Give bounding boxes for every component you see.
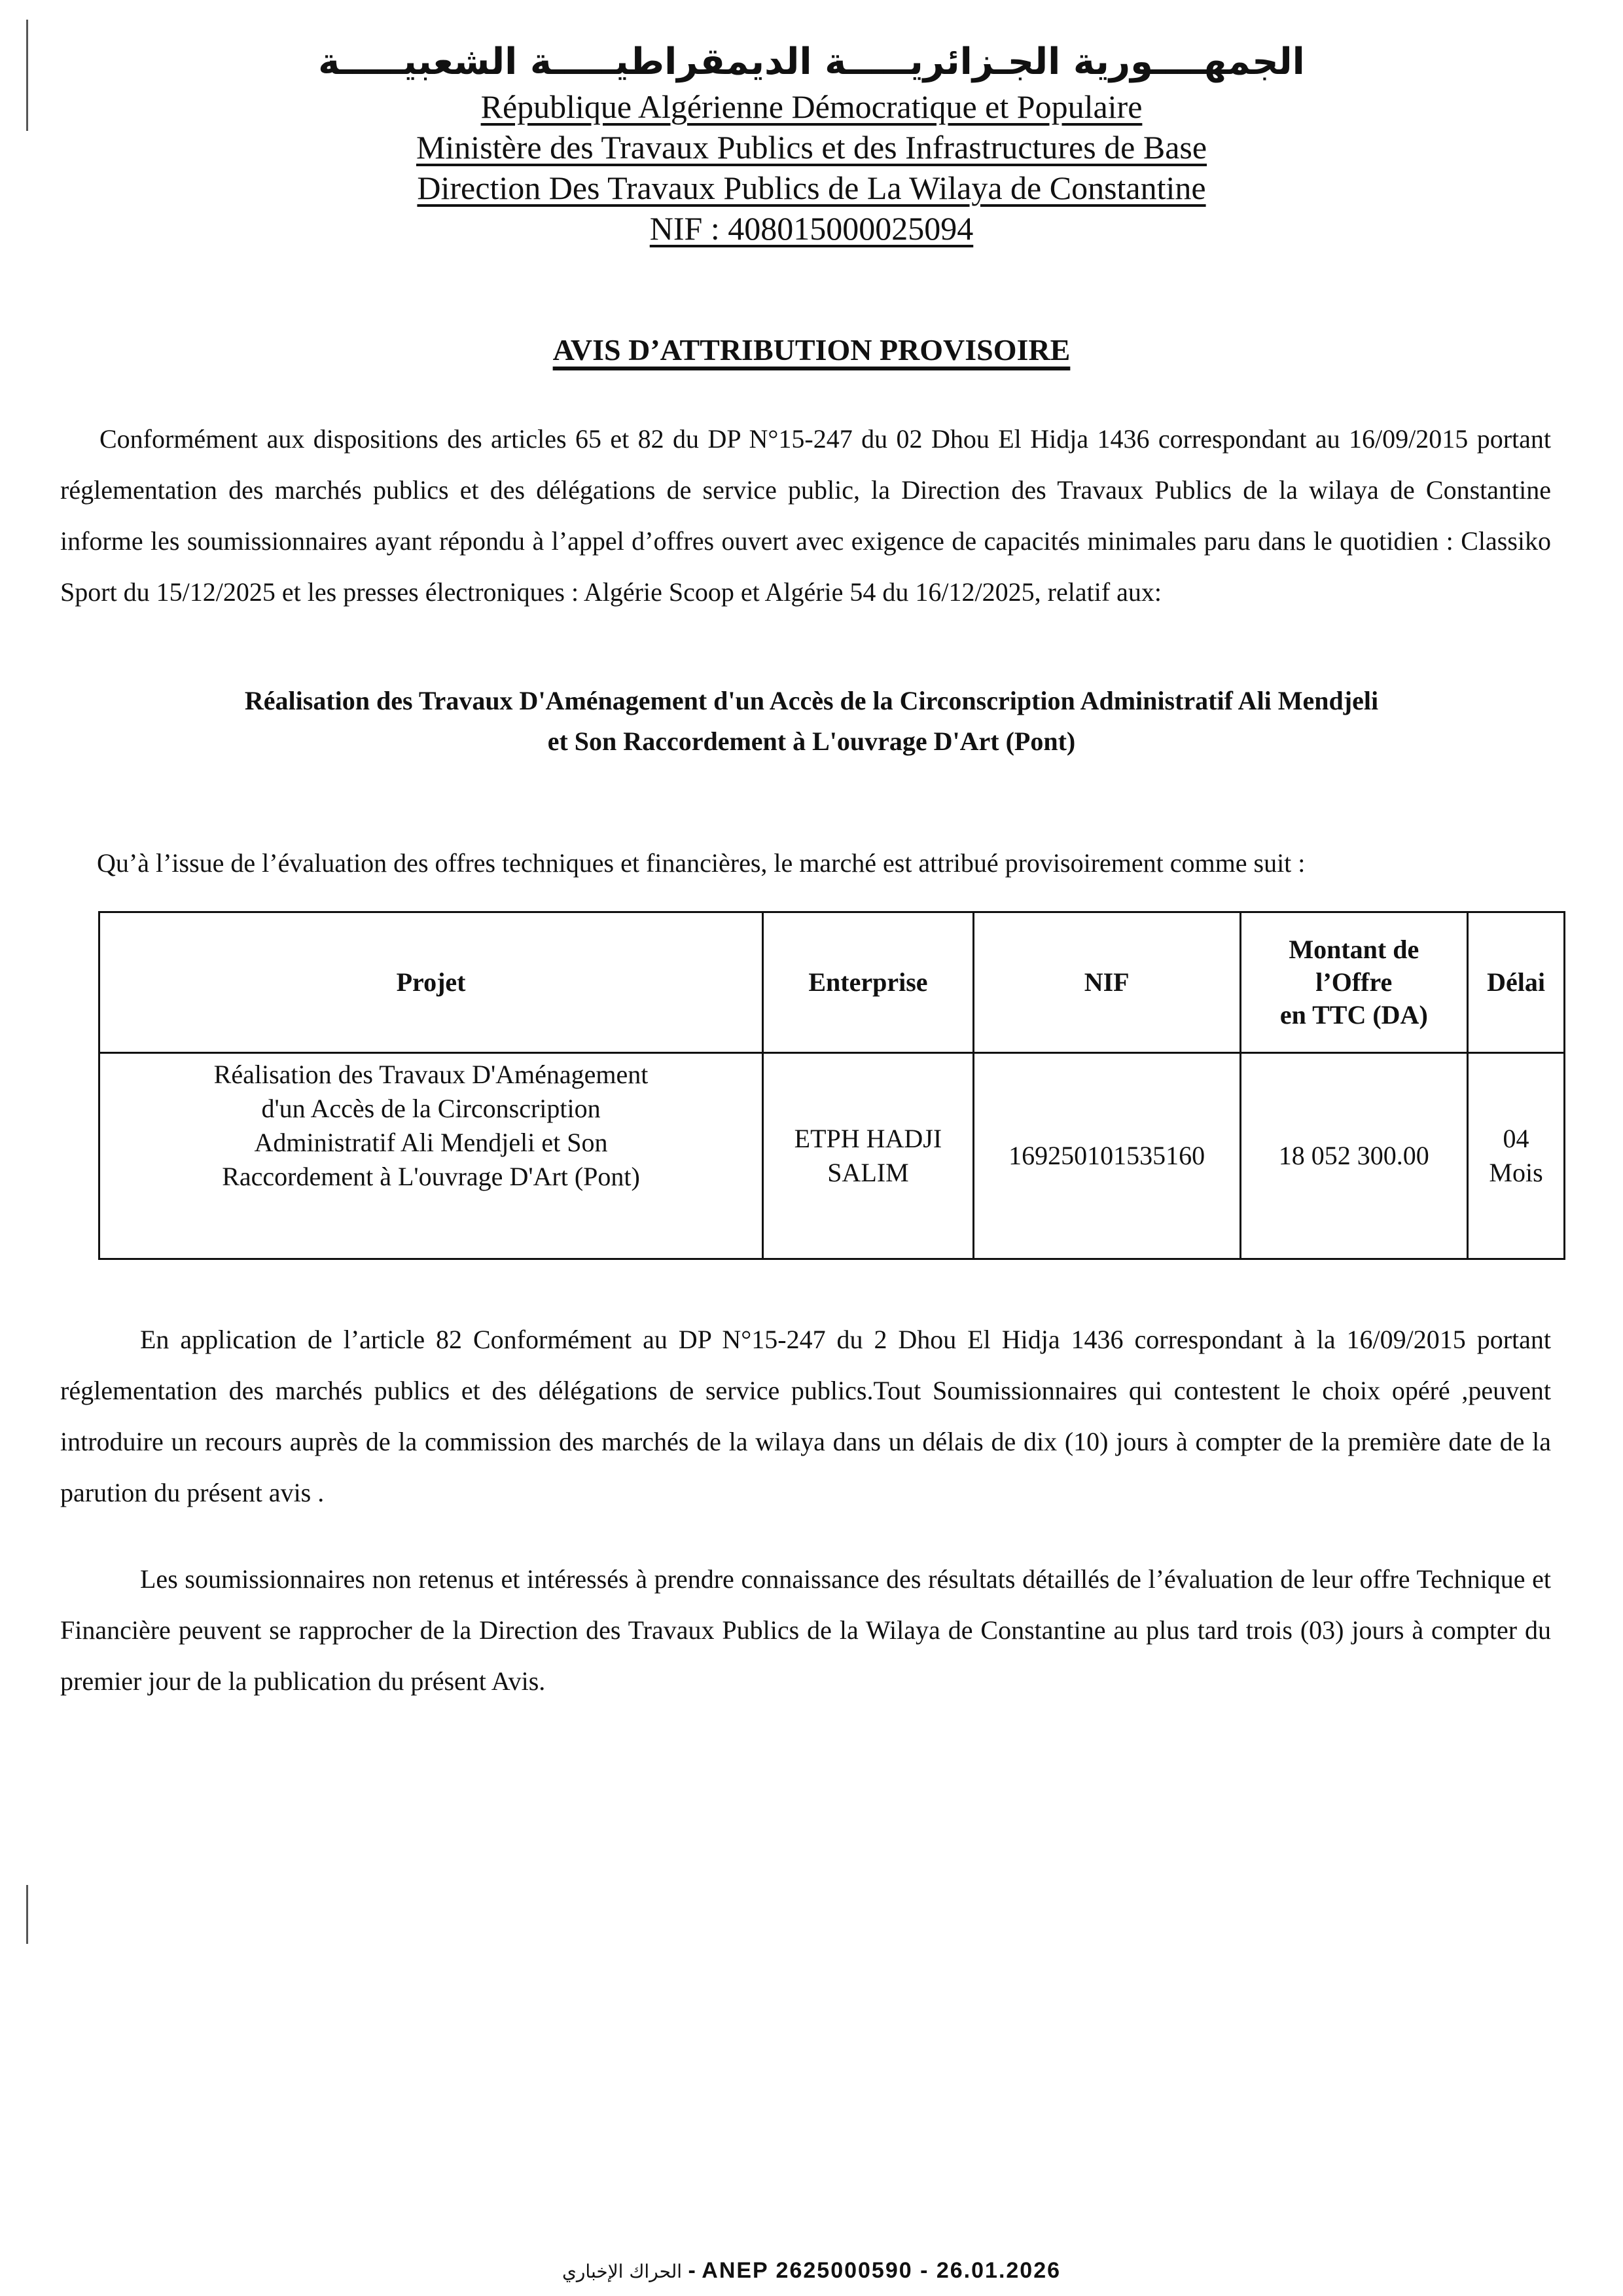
subject-block (0, 681, 1623, 762)
cell-delai: 04 Mois (1468, 1053, 1565, 1259)
table-header-row (99, 912, 1565, 1053)
results-paragraph: Les soumissionnaires non retenus et intéressés à prendre connaissance des résultats détaillés de l’évaluation de leur offre Technique et Financière peuvent se rapprocher de la Direction des Travaux Publics de la Wilaya de Constantine au plus tard trois (03) jours à compter du premier jour de la publication du présent Avis. (60, 1564, 1551, 1696)
footer-newspaper-arabic: الحراك الإخباري (562, 2261, 683, 2282)
header-direction: Direction Des Travaux Publics de La Wilaya de Constantine (417, 170, 1206, 206)
header-arabic-title: الجمهــــورية الجـزائريـــــة الديمقراطيـــــة الشعبيـــــة (318, 41, 1305, 83)
footer-anep-reference: - ANEP 2625000590 - 26.01.2026 (682, 2258, 1061, 2283)
col-header-nif: NIF (973, 912, 1240, 1053)
col-header-montant: Montant de l’Offre en TTC (DA) (1240, 912, 1468, 1053)
page-title: AVIS D’ATTRIBUTION PROVISOIRE (552, 333, 1071, 367)
col-header-projet: Projet (99, 912, 763, 1053)
subject-line-2: et Son Raccordement à L'ouvrage D'Art (Pont) (547, 726, 1076, 756)
cell-nif: 169250101535160 (973, 1053, 1240, 1259)
col-header-delai: Délai (1468, 912, 1565, 1053)
col-header-enterprise: Enterprise (763, 912, 974, 1053)
scan-margin-mark (26, 1885, 28, 1944)
header-republic: République Algérienne Démocratique et Populaire (480, 88, 1143, 125)
header-nif: NIF : 408015000025094 (649, 210, 974, 247)
intro-paragraph: Conformément aux dispositions des articles 65 et 82 du DP N°15-247 du 02 Dhou El Hidja 1436 correspondant au 16/09/2015 portant réglementation des marchés publics et des délégations de service public, la Direction des Travaux Publics de la wilaya de Constantine informe les soumissionnaires ayant répondu à l’appel d’offres ouvert avec exigence de capacités minimales paru dans le quotidien : Classiko Sport du 15/12/2025 et les presses électroniques : Algérie Scoop et Algérie 54 du 16/12/2025, relatif aux: (60, 424, 1551, 607)
subject-line-1: Réalisation des Travaux D'Aménagement d'un Accès de la Circonscription Administratif Ali Mendjeli (244, 686, 1379, 715)
cell-enterprise: ETPH HADJI SALIM (763, 1053, 974, 1259)
table-row (99, 1053, 1565, 1259)
publication-footer (0, 2258, 1623, 2284)
cell-montant: 18 052 300.00 (1240, 1053, 1468, 1259)
header-ministry: Ministère des Travaux Publics et des Infrastructures de Base (416, 129, 1207, 166)
recours-paragraph: En application de l’article 82 Conformément au DP N°15-247 du 2 Dhou El Hidja 1436 correspondant à la 16/09/2015 portant réglementation des marchés publics et des délégations de service publics.Tout Soumissionnaires qui contestent le choix opéré ,peuvent introduire un recours auprès de la commission des marchés de la wilaya dans un délais de dix (10) jours à compter de la première date de la parution du présent avis . (60, 1325, 1551, 1507)
cell-projet: Réalisation des Travaux D'Aménagement d'un Accès de la Circonscription Administratif Ali Mendjeli et Son Raccordement à L'ouvrage D'Art (Pont) (99, 1053, 763, 1259)
attribution-table (98, 911, 1565, 1260)
attribution-intro: Qu’à l’issue de l’évaluation des offres techniques et financières, le marché est attribué provisoirement comme suit : (97, 848, 1306, 878)
